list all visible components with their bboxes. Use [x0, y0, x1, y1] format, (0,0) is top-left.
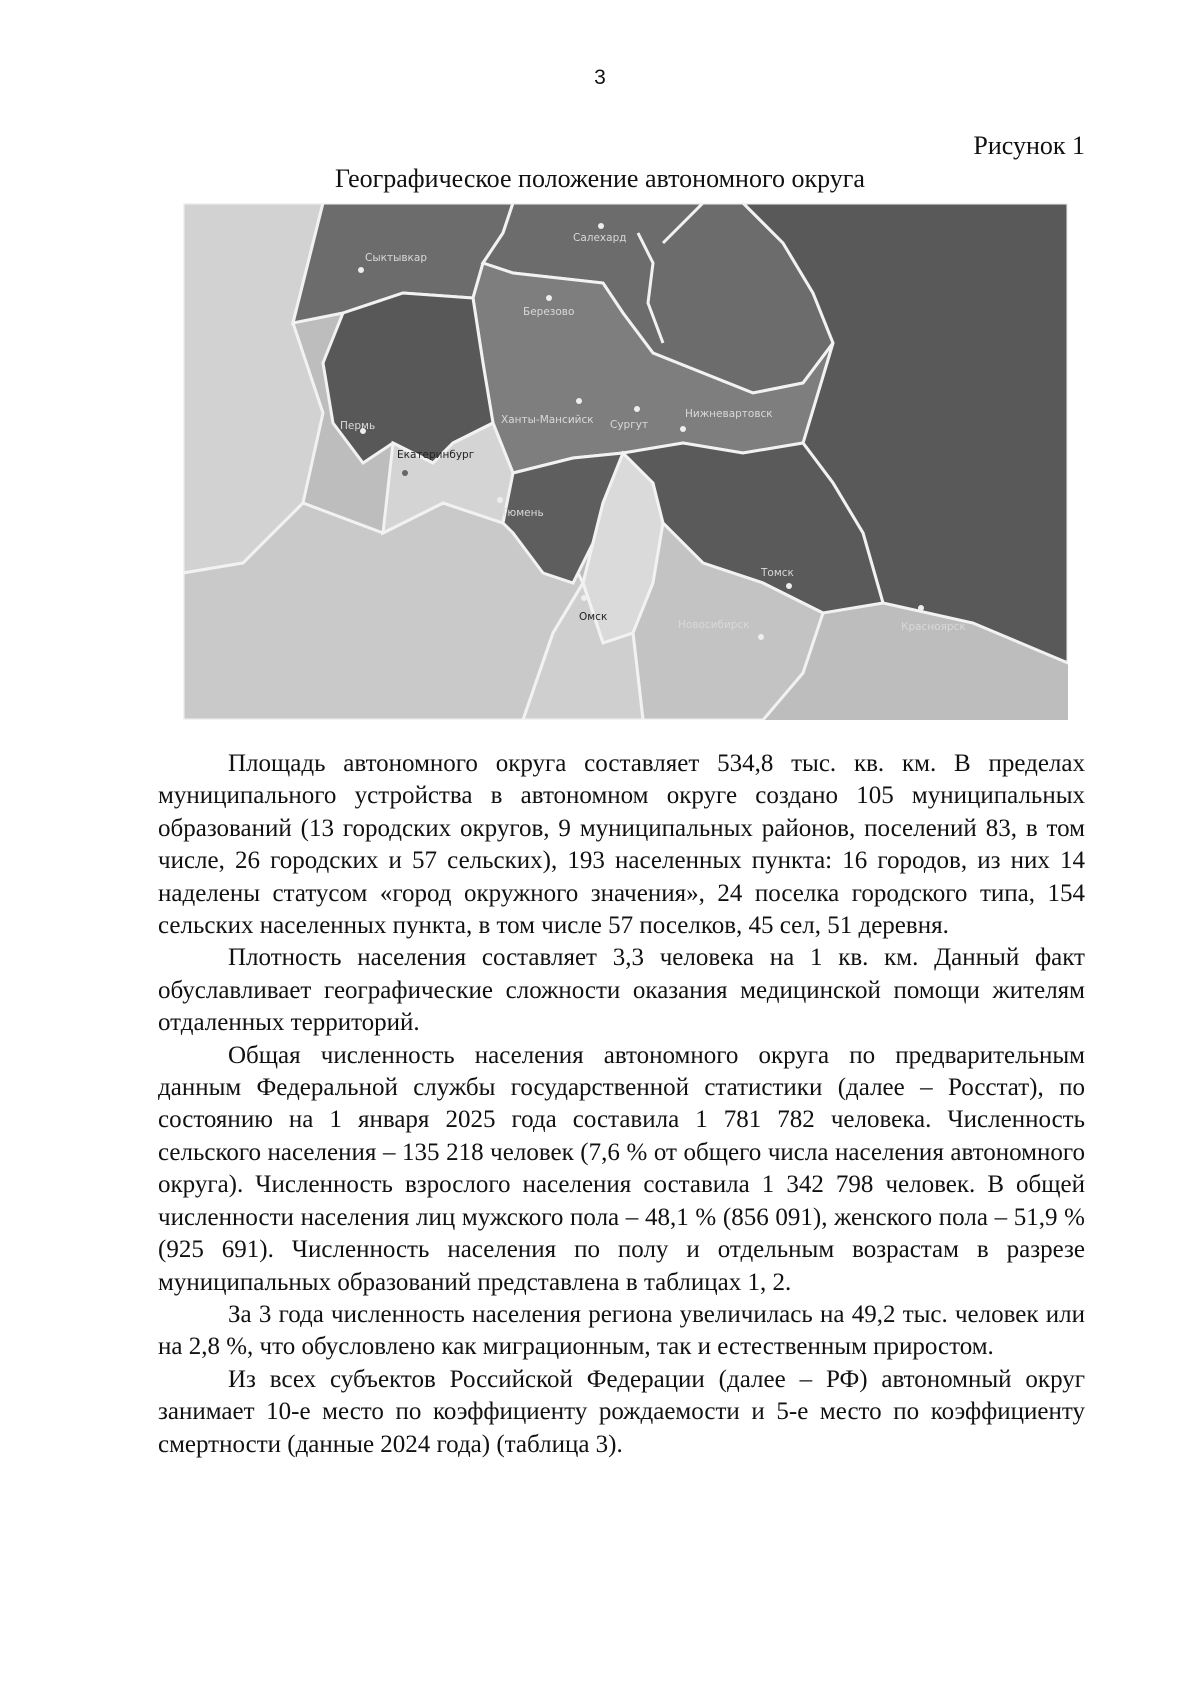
page-number: 3 [594, 66, 606, 89]
city-label-krasnoyarsk: Красноярск [901, 621, 966, 633]
city-dot [497, 497, 503, 503]
paragraph-population: Общая численность населения автономного округа по предварительным данным Федеральной службы государственной статистики (далее – Росстат), по состоянию на 1 января 2025 года составила 1 781 782 человека. Численность сельского населения – 135 218 человек (7,6 % от общего числа населения автономного округа). Численность взрослого населения составила 1 342 798 человек. В общей численности населения лиц мужского пола – 48,1 % (856 091), женского пола – 51,9 % (925 691). Численность населения по полу и отдельным возрастам в разрезе муниципальных образований представлена в таблицах 1, 2. [158, 1041, 1085, 1296]
paragraph-density: Плотность населения составляет 3,3 человека на 1 кв. км. Данный факт обуславливает географические сложности оказания медицинской помощи жителям отдаленных территорий. [158, 944, 1085, 1037]
city-label-surgut: Сургут [610, 419, 649, 431]
city-dot [786, 583, 792, 589]
city-label-tyumen: Тюмень [501, 507, 544, 519]
city-label-nizhnevartovsk: Нижневартовск [685, 408, 773, 420]
city-label-tomsk: Томск [761, 567, 794, 579]
region-map-svg [183, 203, 1068, 720]
city-label-perm: Пермь [340, 420, 376, 432]
paragraph-growth: За 3 года численность населения региона увеличилась на 49,2 тыс. человек или на 2,8 %, что обусловлено как миграционным, так и естественным приростом. [158, 1300, 1085, 1361]
city-label-syktyvkar: Сыктывкар [365, 252, 428, 264]
city-label-omsk: Омск [579, 611, 608, 623]
figure-label: Рисунок 1 [973, 131, 1085, 160]
city-dot [680, 426, 686, 432]
city-dot [758, 634, 764, 640]
city-label-yekaterinburg: Екатеринбург [397, 449, 475, 461]
city-dot [546, 295, 552, 301]
city-label-khanty-mansiysk: Ханты-Мансийск [501, 414, 594, 426]
city-label-berezovo: Березово [523, 306, 575, 318]
body-text [158, 748, 1085, 1461]
city-label-novosibirsk: Новосибирск [678, 619, 750, 631]
paragraph-area: Площадь автономного округа составляет 534,8 тыс. кв. км. В пределах муниципального устройства в автономном округе создано 105 муниципальных образований (13 городских округов, 9 муниципальных районов, поселений 83, в том числе, 26 городских и 57 сельских), 193 населенных пункта: 16 городов, из них 14 наделены статусом «город окружного значения», 24 поселка городского типа, 154 сельских населенных пункта, в том числе 57 поселков, 45 сел, 51 деревня. [158, 750, 1085, 940]
figure-title: Географическое положение автономного округа [335, 164, 865, 193]
city-dot [358, 267, 364, 273]
city-dot [581, 595, 587, 601]
region-map [183, 203, 1068, 720]
city-dot [402, 470, 408, 476]
city-dot [918, 605, 924, 611]
city-dot [634, 406, 640, 412]
paragraph-ranking: Из всех субъектов Российской Федерации (далее – РФ) автономный округ занимает 10-е место по коэффициенту рождаемости и 5-е место по коэффициенту смертности (данные 2024 года) (таблица 3). [158, 1365, 1085, 1458]
city-label-salekhard: Салехард [573, 232, 627, 244]
city-dot [576, 398, 582, 404]
city-dot [598, 223, 604, 229]
